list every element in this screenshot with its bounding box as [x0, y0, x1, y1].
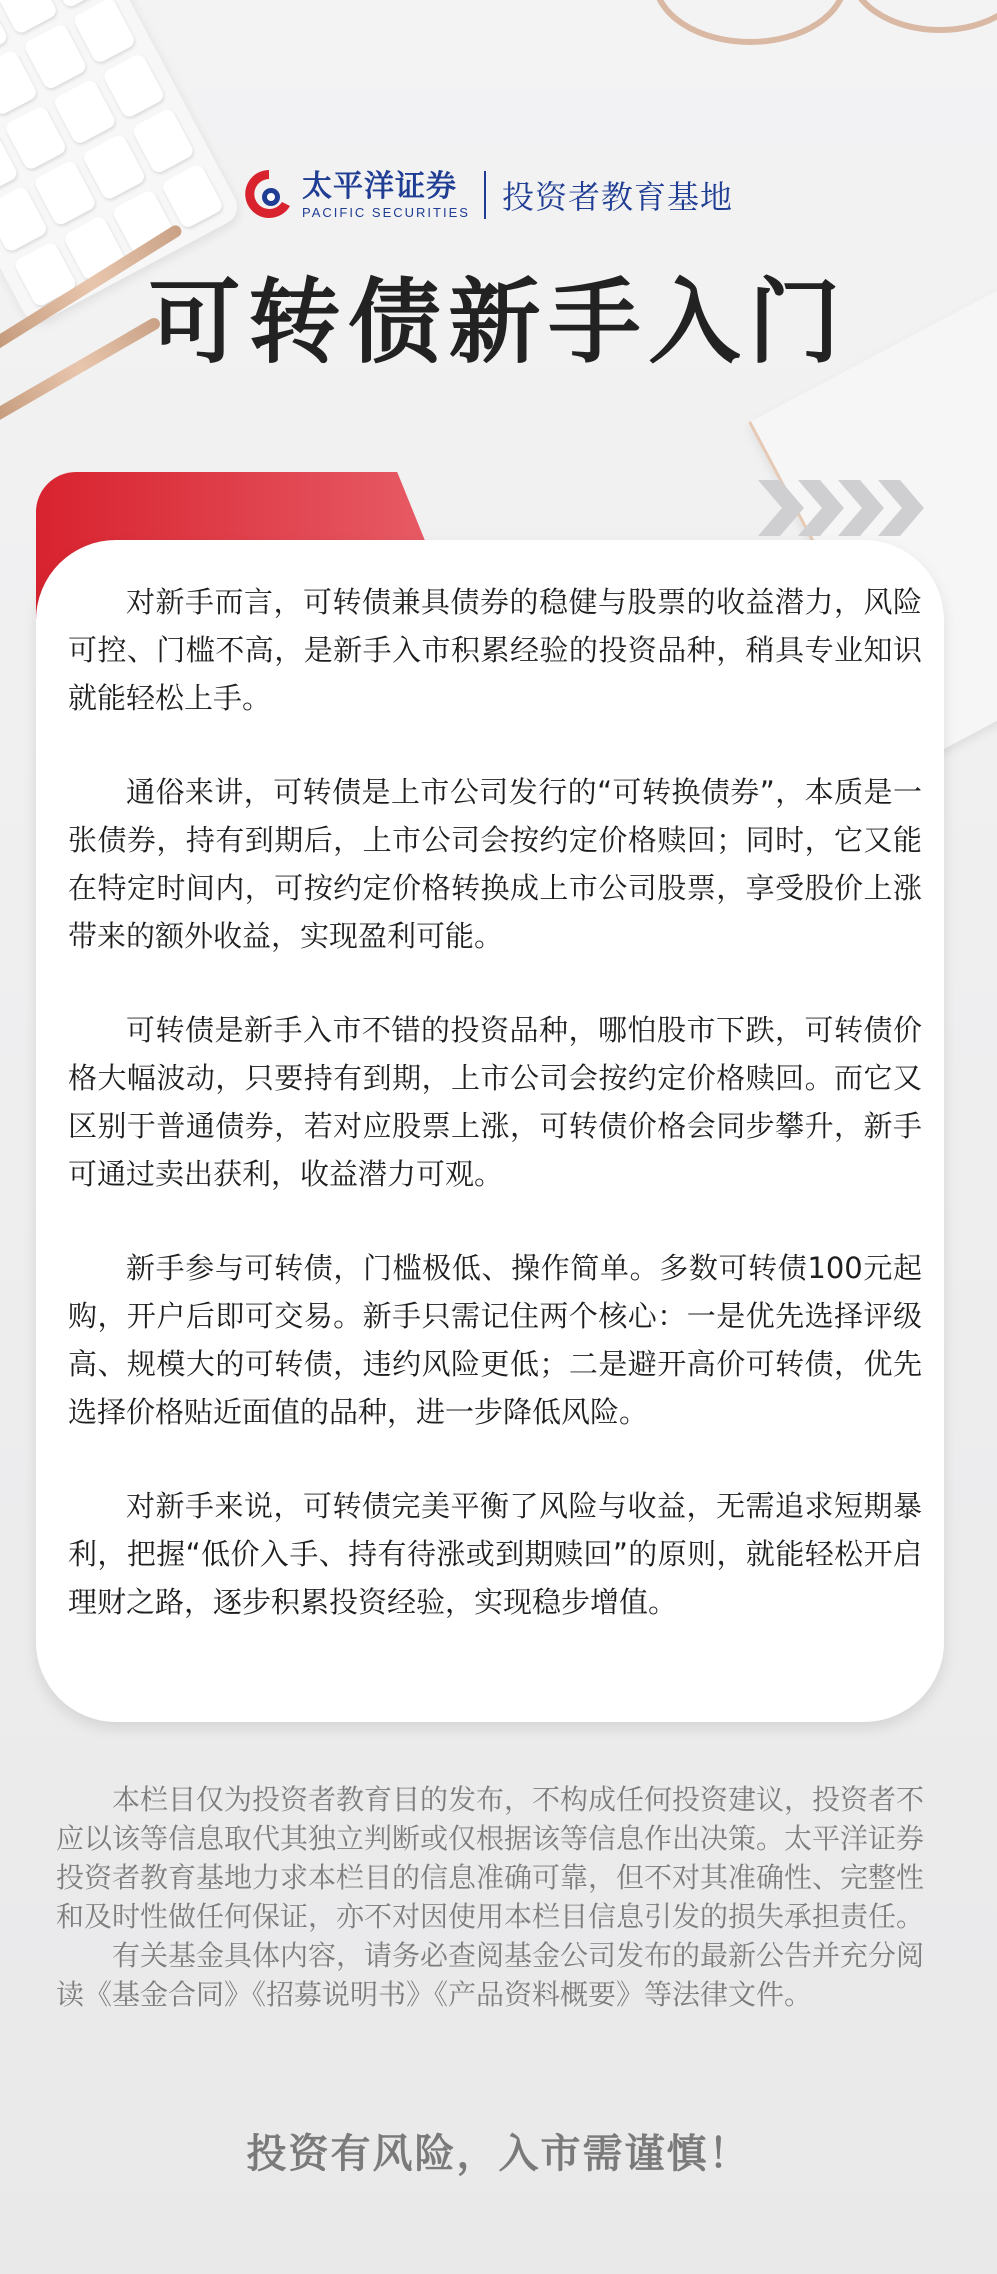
brand-divider: [484, 171, 486, 219]
paragraph: 通俗来讲，可转债是上市公司发行的“可转换债券”，本质是一张债券，持有到期后，上市公司会按约定价格赎回；同时，它又能在特定时间内，可按约定价格转换成上市公司股票，享受股价上涨带来的额外收益，实现盈利可能。: [68, 775, 922, 953]
disclaimer-text: 本栏目仅为投资者教育目的发布，不构成任何投资建议，投资者不应以该等信息取代其独立判断或仅根据该等信息作出决策。太平洋证券投资者教育基地力求本栏目的信息准确可靠，但不对其准确性、完整性和及时性做任何保证，亦不对因使用本栏目信息引发的损失承担责任。: [56, 1783, 925, 1933]
disclaimer: [56, 1780, 936, 2014]
content-card: [36, 540, 944, 1722]
paragraph: 对新手而言，可转债兼具债券的稳健与股票的收益潜力，风险可控、门槛不高，是新手入市积累经验的投资品种，稍具专业知识就能轻松上手。: [68, 585, 922, 715]
pacific-securities-logo-icon: [244, 166, 294, 224]
brand-tagline: 投资者教育基地: [501, 178, 733, 216]
page-title: 可转债新手入门: [148, 269, 849, 376]
disclaimer-text: 有关基金具体内容，请务必查阅基金公司发布的最新公告并充分阅读《基金合同》《招募说明书》《产品资料概要》等法律文件。: [56, 1939, 925, 2011]
paragraph: 对新手来说，可转债完美平衡了风险与收益，无需追求短期暴利，把握“低价入手、持有待涨或到期赎回”的原则，就能轻松开启理财之路，逐步积累投资经验，实现稳步增值。: [68, 1489, 922, 1619]
brand-name-cn: 太平洋证券: [302, 169, 457, 204]
glasses-decoration: [640, 0, 997, 70]
chevron-right-icon: [758, 480, 928, 536]
paragraph: 可转债是新手入市不错的投资品种，哪怕股市下跌，可转债价格大幅波动，只要持有到期，上市公司会按约定价格赎回。而它又区别于普通债券，若对应股票上涨，可转债价格会同步攀升，新手可通过卖出获利，收益潜力可观。: [68, 1013, 922, 1191]
paragraph: 新手参与可转债，门槛极低、操作简单。多数可转债100元起购，开户后即可交易。新手只需记住两个核心：一是优先选择评级高、规模大的可转债，违约风险更低；二是避开高价可转债，优先选择价格贴近面值的品种，进一步降低风险。: [68, 1251, 922, 1429]
risk-slogan: 投资有风险，入市需谨慎！: [246, 2131, 751, 2177]
brand-name-en: PACIFIC SECURITIES: [302, 205, 470, 220]
brand-header: [244, 162, 733, 228]
